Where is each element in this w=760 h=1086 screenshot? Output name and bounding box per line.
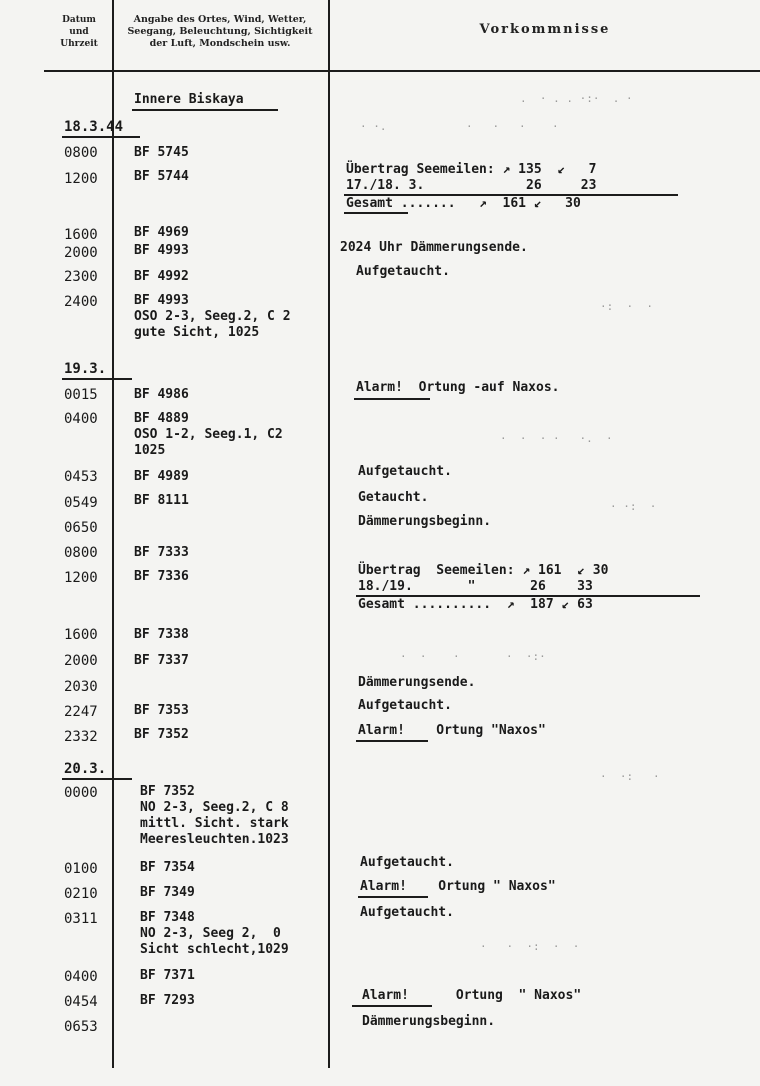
scan-noise: ·: · · bbox=[600, 300, 653, 313]
scan-noise: · · · · ·:· bbox=[400, 650, 546, 663]
event-entry: 2024 Uhr Dämmerungsende. bbox=[340, 240, 528, 255]
event-entry: Aufgetaucht. bbox=[356, 264, 450, 279]
time-entry: 0000 bbox=[64, 785, 98, 801]
position-entry: BF 7371 bbox=[140, 968, 195, 983]
event-entry: Übertrag Seemeilen: ↗ 135 ↙ 7 bbox=[346, 162, 597, 177]
time-entry: 2000 bbox=[64, 653, 98, 669]
weather-entry: mittl. Sicht. stark bbox=[140, 816, 289, 831]
column-divider-left bbox=[112, 0, 114, 1068]
time-entry: 1600 bbox=[64, 627, 98, 643]
date-label: 19.3. bbox=[64, 361, 107, 377]
time-entry: 0800 bbox=[64, 545, 98, 561]
position-entry: BF 4992 bbox=[134, 269, 189, 284]
event-entry: Dämmerungsbeginn. bbox=[362, 1014, 496, 1029]
event-entry: 17./18. 3. 26 23 bbox=[346, 178, 597, 193]
time-entry: 2030 bbox=[64, 679, 98, 695]
event-entry: Aufgetaucht. bbox=[360, 905, 454, 920]
position-entry: BF 7348 bbox=[140, 910, 195, 925]
event-entry: Übertrag Seemeilen: ↗ 161 ↙ 30 bbox=[358, 563, 609, 578]
time-entry: 0454 bbox=[64, 994, 98, 1010]
position-entry: BF 7353 bbox=[134, 703, 189, 718]
time-entry: 1200 bbox=[64, 570, 98, 586]
position-entry: BF 8111 bbox=[134, 493, 189, 508]
scan-noise: · ·: · bbox=[600, 770, 660, 783]
scan-noise: . · . . ·:· . · bbox=[520, 92, 633, 105]
scan-noise: · · ·: · · bbox=[480, 940, 580, 953]
area-title-underline bbox=[132, 109, 278, 111]
time-entry: 0210 bbox=[64, 886, 98, 902]
event-entry: Alarm! Ortung " Naxos" bbox=[362, 988, 582, 1003]
position-entry: BF 7336 bbox=[134, 569, 189, 584]
header-datum: Datum und Uhrzeit bbox=[60, 15, 98, 49]
position-entry: BF 4989 bbox=[134, 469, 189, 484]
weather-entry: OSO 2-3, Seeg.2, C 2 bbox=[134, 309, 291, 324]
alarm-underline bbox=[352, 1005, 432, 1007]
area-title: Innere Biskaya bbox=[134, 92, 244, 107]
time-entry: 0015 bbox=[64, 387, 98, 403]
event-entry: Aufgetaucht. bbox=[358, 698, 452, 713]
position-entry: BF 4993 bbox=[134, 243, 189, 258]
weather-entry: OSO 1-2, Seeg.1, C2 bbox=[134, 427, 283, 442]
weather-entry: Sicht schlecht,1029 bbox=[140, 942, 289, 957]
event-entry: 18./19. " 26 33 bbox=[358, 579, 593, 594]
position-entry: BF 7337 bbox=[134, 653, 189, 668]
date-underline bbox=[62, 136, 140, 138]
position-entry: BF 7352 bbox=[140, 784, 195, 799]
position-entry: BF 7293 bbox=[140, 993, 195, 1008]
alarm-underline bbox=[358, 896, 428, 898]
time-entry: 0100 bbox=[64, 861, 98, 877]
weather-entry: gute Sicht, 1025 bbox=[134, 325, 260, 340]
date-label: 18.3.44 bbox=[64, 119, 124, 135]
scan-noise: · ·. · · · · bbox=[360, 120, 559, 133]
column-divider-right bbox=[328, 0, 330, 1068]
time-entry: 0800 bbox=[64, 145, 98, 161]
position-entry: BF 7352 bbox=[134, 727, 189, 742]
event-underline bbox=[344, 212, 408, 214]
header-divider bbox=[44, 70, 760, 72]
event-entry: Aufgetaucht. bbox=[360, 855, 454, 870]
position-entry: BF 4889 bbox=[134, 411, 189, 426]
time-entry: 1200 bbox=[64, 171, 98, 187]
time-entry: 0400 bbox=[64, 411, 98, 427]
time-entry: 0650 bbox=[64, 520, 98, 536]
time-entry: 2332 bbox=[64, 729, 98, 745]
event-entry: Alarm! Ortung "Naxos" bbox=[358, 723, 546, 738]
event-entry: Gesamt ....... ↗ 161 ↙ 30 bbox=[346, 196, 581, 211]
position-entry: BF 7338 bbox=[134, 627, 189, 642]
event-entry: Dämmerungsbeginn. bbox=[358, 514, 492, 529]
time-entry: 2247 bbox=[64, 704, 98, 720]
event-entry: Alarm! Ortung -auf Naxos. bbox=[356, 380, 560, 395]
position-entry: BF 5745 bbox=[134, 145, 189, 160]
position-entry: BF 4993 bbox=[134, 293, 189, 308]
time-entry: 2300 bbox=[64, 269, 98, 285]
position-entry: BF 4969 bbox=[134, 225, 189, 240]
event-entry: Aufgetaucht. bbox=[358, 464, 452, 479]
weather-entry: 1025 bbox=[134, 443, 166, 458]
date-underline bbox=[62, 378, 132, 380]
weather-entry: Meeresleuchten.1023 bbox=[140, 832, 289, 847]
time-entry: 0400 bbox=[64, 969, 98, 985]
position-entry: BF 7354 bbox=[140, 860, 195, 875]
date-underline bbox=[62, 778, 132, 780]
time-entry: 0453 bbox=[64, 469, 98, 485]
event-entry: Alarm! Ortung " Naxos" bbox=[360, 879, 556, 894]
header-vorkommnisse: Vorkommnisse bbox=[479, 22, 611, 37]
weather-entry: NO 2-3, Seeg 2, 0 bbox=[140, 926, 281, 941]
weather-entry: NO 2-3, Seeg.2, C 8 bbox=[140, 800, 289, 815]
scan-noise: · · · · ·. · bbox=[500, 432, 613, 445]
time-entry: 2400 bbox=[64, 294, 98, 310]
time-entry: 0311 bbox=[64, 911, 98, 927]
time-entry: 1600 bbox=[64, 227, 98, 243]
time-entry: 2000 bbox=[64, 245, 98, 261]
alarm-underline bbox=[356, 740, 428, 742]
position-entry: BF 4986 bbox=[134, 387, 189, 402]
event-entry: Getaucht. bbox=[358, 490, 429, 505]
scan-noise: · ·: · bbox=[610, 500, 657, 513]
time-entry: 0653 bbox=[64, 1019, 98, 1035]
position-entry: BF 7333 bbox=[134, 545, 189, 560]
position-entry: BF 7349 bbox=[140, 885, 195, 900]
date-label: 20.3. bbox=[64, 761, 107, 777]
alarm-underline bbox=[354, 398, 430, 400]
header-ort: Angabe des Ortes, Wind, Wetter, Seegang, Beleuchtung, Sichtigkeit der Luft, Mondschein usw. bbox=[127, 14, 313, 49]
event-entry: Dämmerungsende. bbox=[358, 675, 476, 690]
position-entry: BF 5744 bbox=[134, 169, 189, 184]
event-entry: Gesamt .......... ↗ 187 ↙ 63 bbox=[358, 597, 593, 612]
time-entry: 0549 bbox=[64, 495, 98, 511]
